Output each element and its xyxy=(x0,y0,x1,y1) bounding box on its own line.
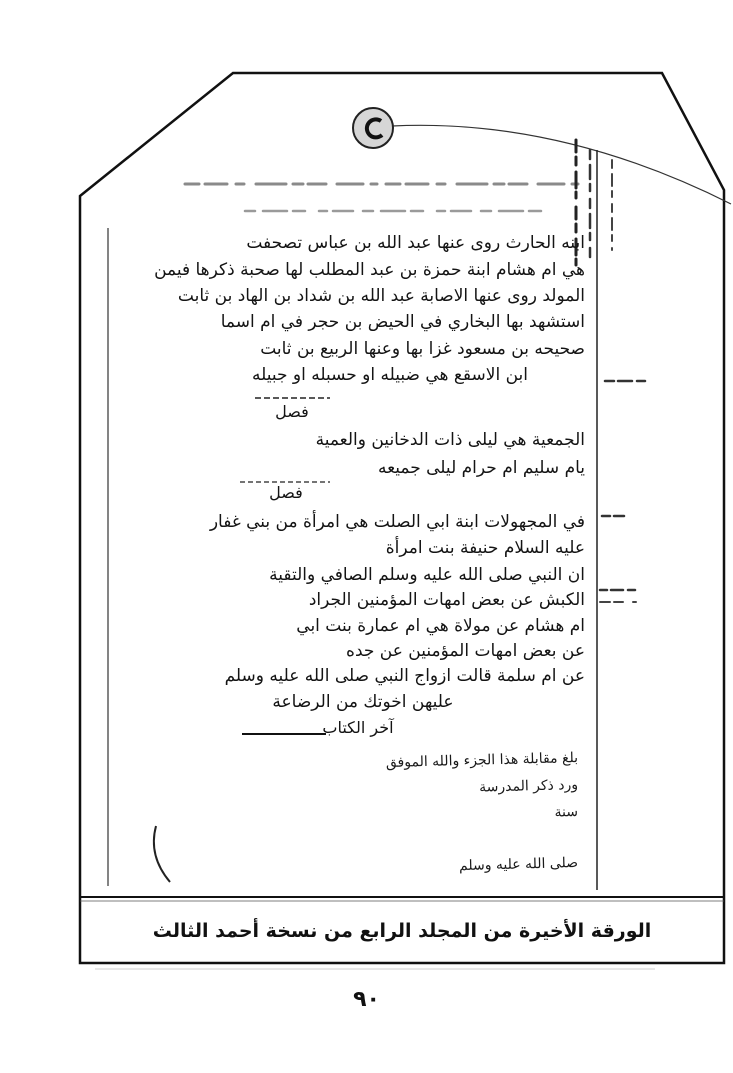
manuscript-line: عن بعض امهات المؤمنين عن جده xyxy=(346,641,585,661)
manuscript-line: ان النبي صلى الله عليه وسلم الصافي والتقية xyxy=(269,565,585,585)
manuscript-line: يام سليم ام حرام ليلى جميعه xyxy=(377,458,585,478)
colophon-line: صلى الله عليه وسلم xyxy=(458,855,579,875)
manuscript-line: الكبش عن بعض امهات المؤمنين الجراد xyxy=(308,590,585,610)
manuscript-line: استشهد بها البخاري في الحيض بن حجر في ام اسما xyxy=(220,312,585,332)
manuscript-line: صحيحه بن مسعود غزا بها وعنها الربيع بن ثابت xyxy=(260,339,585,359)
end-marker: آخر الكتاب xyxy=(322,718,394,737)
colophon-line: ورد ذكر المدرسة xyxy=(478,777,579,796)
colophon-line: سنة xyxy=(554,804,579,821)
manuscript-line: هي ام هشام ابنة حمزة بن عبد المطلب لها صحبة ذكرها فيمن xyxy=(154,260,585,280)
manuscript-line: عليه السلام حنيفة بنت امرأة xyxy=(385,538,585,558)
section-mark: فصل xyxy=(275,402,309,421)
manuscript-line: ابنه الحارث روى عنها عبد الله بن عباس تصحفت xyxy=(246,233,585,253)
colophon-line: بلغ مقابلة هذا الجزء والله الموفق xyxy=(385,750,579,772)
manuscript-line: ابن الاسقع هي ضبيله او حسبله او جبيله xyxy=(251,365,528,385)
manuscript-line: عن ام سلمة قالت ازواج النبي صلى الله عليه وسلم xyxy=(224,666,585,686)
tag-string xyxy=(392,125,731,204)
tag-hole-icon xyxy=(353,108,393,148)
manuscript-line: ام هشام عن مولاة هي ام عمارة بنت ابي xyxy=(296,616,585,636)
section-mark: فصل xyxy=(269,483,303,502)
manuscript-line: الجمعية هي ليلى ذات الدخانين والعمية xyxy=(315,430,585,450)
manuscript-line: عليهن اخوتك من الرضاعة xyxy=(272,692,454,712)
figure-caption: الورقة الأخيرة من المجلد الرابع من نسخة أحمد الثالث xyxy=(152,920,652,942)
manuscript-line: في المجهولات ابنة ابي الصلت هي امرأة من بني غفار xyxy=(209,512,585,532)
manuscript-line: المولد روى عنها الاصابة عبد الله بن شداد بن الهاد بن ثابت xyxy=(177,286,585,306)
page-number: ٩٠ xyxy=(353,987,380,1012)
